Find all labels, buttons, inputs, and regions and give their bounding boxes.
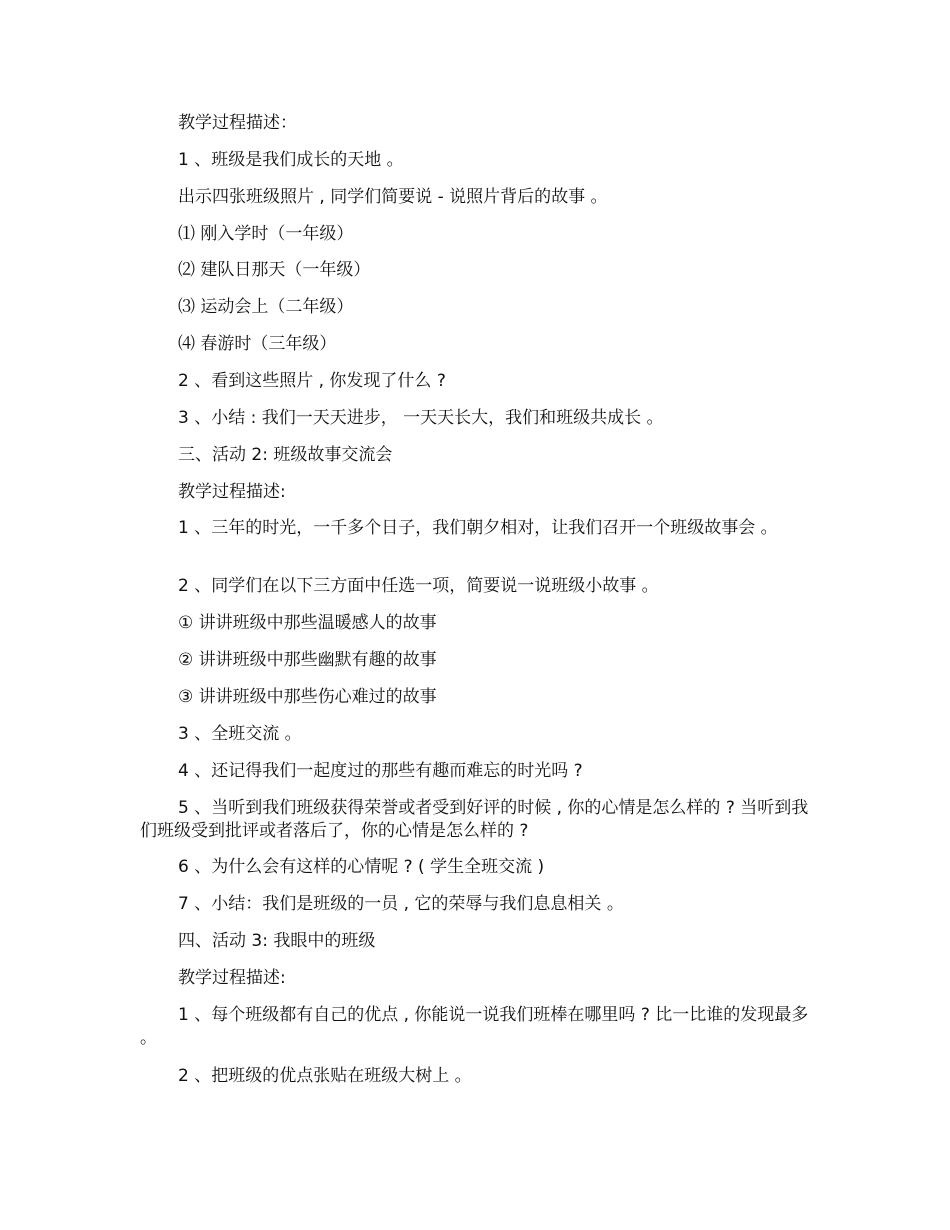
paragraph: 1 、每个班级都有自己的优点 , 你能说一说我们班棒在哪里吗 ? 比一比谁的发现最多 。 bbox=[140, 1005, 809, 1048]
paragraph: ③ 讲讲班级中那些伤心难过的故事 bbox=[178, 687, 437, 707]
paragraph: ② 讲讲班级中那些幽默有趣的故事 bbox=[178, 650, 437, 670]
paragraph: ⑴ 刚入学时（一年级） bbox=[178, 224, 354, 244]
paragraph: 1 、班级是我们成长的天地 。 bbox=[178, 150, 404, 170]
paragraph: 教学过程描述： bbox=[178, 113, 297, 133]
paragraph: 教学过程描述: bbox=[178, 482, 286, 502]
paragraph: 教学过程描述: bbox=[178, 968, 286, 988]
paragraph: ① 讲讲班级中那些温暖感人的故事 bbox=[178, 613, 437, 633]
section-heading: 四、活动 3: 我眼中的班级 bbox=[178, 931, 376, 951]
paragraph: 2 、同学们在以下三方面中任选一项，简要说一说班级小故事 。 bbox=[178, 576, 659, 596]
paragraph: 4 、还记得我们一起度过的那些有趣而难忘的时光吗 ? bbox=[178, 761, 583, 781]
paragraph: ⑷ 春游时（三年级） bbox=[178, 334, 337, 354]
paragraph: 7 、小结：我们是班级的一员 , 它的荣辱与我们息息相关 。 bbox=[178, 894, 624, 914]
paragraph: 3 、全班交流 。 bbox=[178, 724, 302, 744]
paragraph: 2 、把班级的优点张贴在班级大树上 。 bbox=[178, 1066, 472, 1086]
paragraph: 出示四张班级照片 , 同学们简要说 - 说照片背后的故事 。 bbox=[178, 187, 608, 207]
section-heading: 三、活动 2: 班级故事交流会 bbox=[178, 445, 393, 465]
paragraph: ⑵ 建队日那天（一年级） bbox=[178, 260, 371, 280]
paragraph: ⑶ 运动会上（二年级） bbox=[178, 297, 354, 317]
paragraph: 2 、看到这些照片 , 你发现了什么 ? bbox=[178, 371, 446, 391]
paragraph: 3 、小结 : 我们一天天进步， 一天天长大，我们和班级共成长 。 bbox=[178, 408, 664, 428]
paragraph: 5 、当听到我们班级获得荣誉或者受到好评的时候 , 你的心情是怎么样的 ? 当听到我们班级受到批评或者落后了，你的心情是怎么样的 ? bbox=[140, 798, 809, 841]
paragraph: 6 、为什么会有这样的心情呢 ? ( 学生全班交流 ) bbox=[178, 857, 545, 877]
paragraph: 1 、三年的时光，一千多个日子，我们朝夕相对，让我们召开一个班级故事会 。 bbox=[178, 518, 778, 538]
